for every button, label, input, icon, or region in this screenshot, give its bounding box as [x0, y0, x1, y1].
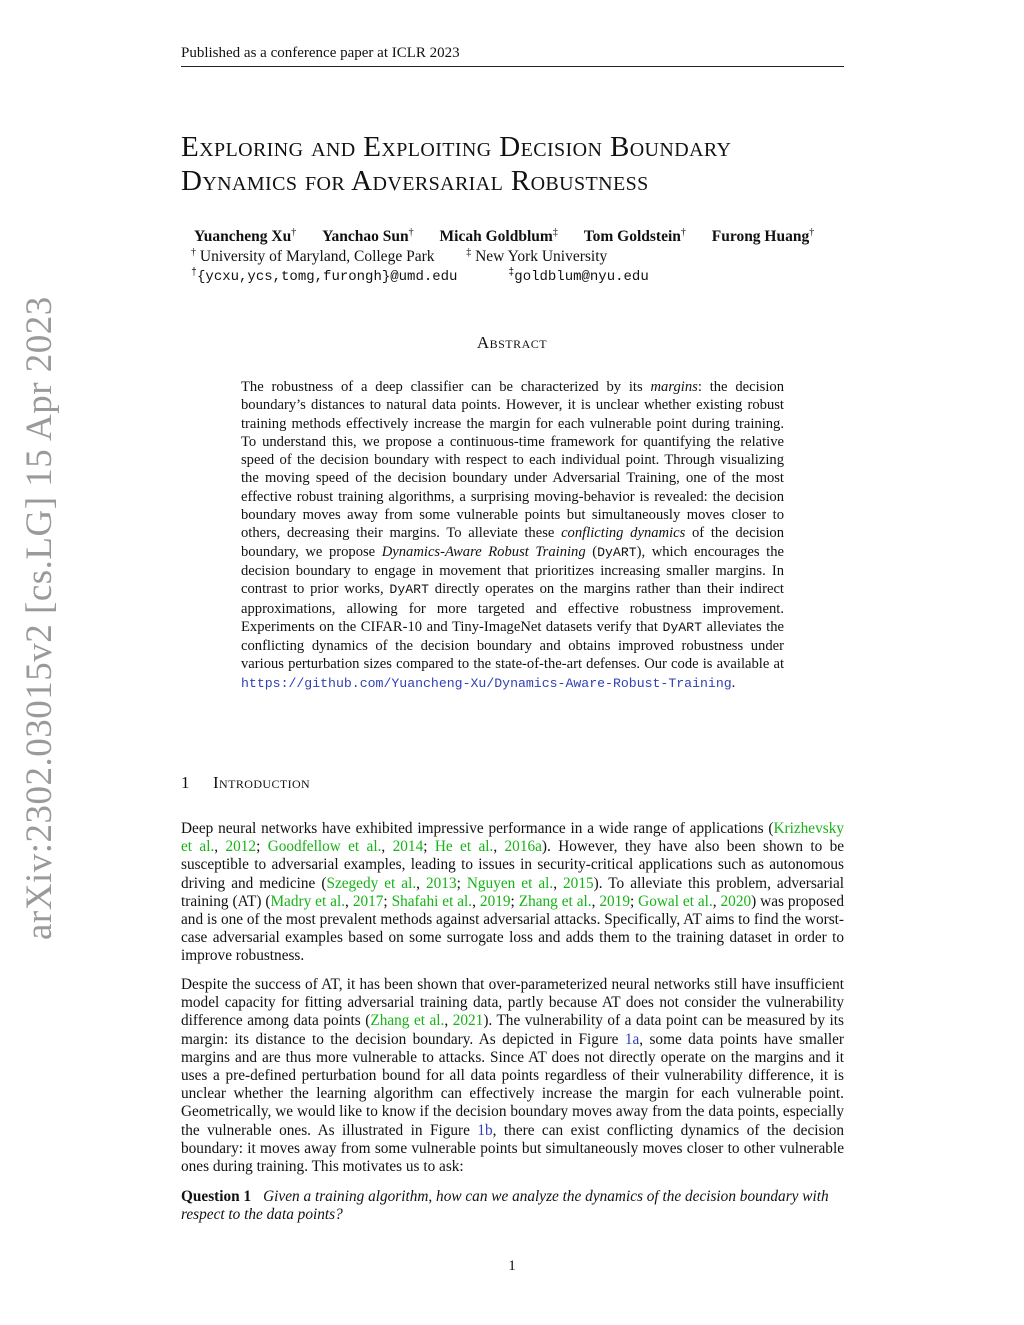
citation-link[interactable]: Zhang et al.: [518, 892, 592, 910]
author-list: [194, 228, 854, 246]
abstract-body: The robustness of a deep classifier can be characterized by its margins: the decision boundary’s distances to natural data points. However, it is unclear whether existing robust training methods effectively increase the margin for each vulnerable point during training. To understand this, we propose a continuous-time framework for quantifying the relative speed of the decision boundary with respect to each individual point. Through visualizing the moving speed of the decision boundary under Adversarial Training, one of the most effective robust training algorithms, a surprising moving-behavior is revealed: the decision boundary moves away from some vulnerable points but simultaneously moves closer to others, decreasing their margins. To alleviate these conflicting dynamics of the decision boundary, we propose Dynamics-Aware Robust Training (DyART), which encourages the decision boundary to engage in movement that prioritizes increasing smaller margins. In contrast to prior works, DyART directly operates on the margins rather than their indirect approximations, allowing for more targeted and effective robustness improvement. Experiments on the CIFAR-10 and Tiny-ImageNet datasets verify that DyART alleviates the conflicting dynamics of the decision boundary and obtains improved robustness under various perturbation sizes compared to the state-of-the-art defenses. Our code is available at https://github.com/Yuancheng-Xu/Dynamics-Aware-Robust-Training.: [241, 379, 784, 691]
author-1: Yuancheng Xu†: [194, 226, 297, 245]
author-emails: †{ycxu,ycs,tomg,furongh}@umd.edu ‡goldblum@nyu.edu: [191, 267, 649, 285]
citation-year-link[interactable]: 2013: [426, 874, 457, 892]
citation-year-link[interactable]: 2020: [720, 892, 752, 910]
citation-link[interactable]: Nguyen et al.: [466, 874, 554, 892]
citation-link[interactable]: Zhang et al.: [370, 1012, 445, 1030]
citation-link[interactable]: Shafahi et al.: [391, 892, 473, 910]
citation-year-link[interactable]: 2015: [563, 874, 594, 892]
email-1[interactable]: {ycxu,ycs,tomg,furongh}@umd.edu: [197, 269, 458, 285]
header-rule: [181, 66, 844, 67]
figure-1a-ref[interactable]: 1a: [624, 1030, 640, 1048]
intro-paragraph-1: Deep neural networks have exhibited impressive performance in a wide range of applications (Krizhevsky et al., 2012; Goodfellow et al., 2014; He et al., 2016a). However, they have also been shown to be susceptible to adversarial examples, leading to issues in security-critical applications such as autonomous driving and medicine (Szegedy et al., 2013; Nguyen et al., 2015). To alleviate this problem, adversarial training (AT) (Madry et al., 2017; Shafahi et al., 2019; Zhang et al., 2019; Gowal et al., 2020) was proposed and is one of the most prevalent methods against adversarial attacks. Specifically, AT aims to find the worst-case adversarial examples based on some surrogate loss and adds them to the training dataset in order to improve robustness.: [181, 820, 845, 965]
abstract-heading: Abstract: [476, 333, 548, 352]
citation-link[interactable]: Goodfellow et al.: [267, 838, 382, 856]
author-3: Micah Goldblum‡: [439, 226, 558, 245]
question-text: Given a training algorithm, how can we analyze the dynamics of the decision boundary with respect to the data points?: [181, 1188, 829, 1224]
figure-1b-ref[interactable]: 1b: [477, 1121, 493, 1139]
citation-year-link[interactable]: 2016a: [504, 838, 542, 856]
author-4: Tom Goldstein†: [583, 226, 686, 245]
citation-year-link[interactable]: 2017: [352, 892, 384, 910]
section-heading-introduction: 1 Introduction: [181, 773, 311, 792]
title-line-1: Exploring and Exploiting Decision Boundary: [181, 131, 732, 163]
citation-year-link[interactable]: 2014: [392, 838, 424, 856]
citation-link[interactable]: He et al.: [434, 838, 494, 856]
author-5: Furong Huang†: [711, 226, 815, 245]
affiliation-1: University of Maryland, College Park: [199, 248, 435, 265]
affiliations: † University of Maryland, College Park ‡ New York University: [191, 246, 608, 265]
author-2: Yanchao Sun†: [322, 226, 414, 245]
citation-link[interactable]: Krizhevsky et al.: [181, 820, 844, 856]
running-head: Published as a conference paper at ICLR 2023: [181, 45, 460, 61]
citation-year-link[interactable]: 2021: [452, 1012, 484, 1030]
affiliation-2: New York University: [475, 248, 608, 265]
page-number: 1: [508, 1258, 516, 1274]
citation-year-link[interactable]: 2019: [599, 892, 630, 910]
citation-year-link[interactable]: 2012: [225, 838, 257, 856]
arxiv-stamp: arXiv:2302.03015v2 [cs.LG] 15 Apr 2023: [19, 296, 60, 940]
paper-title: [181, 130, 861, 198]
intro-paragraph-2: Despite the success of AT, it has been shown that over-parameterized neural networks still have insufficient model capacity for fitting adversarial training data, partly because AT does not consider the vulnerability difference among data points (Zhang et al., 2021). The vulnerability of a data point can be measured by its margin: its distance to the decision boundary. As depicted in Figure 1a, some data points have smaller margins and are thus more vulnerable to attacks. Since AT does not directly operate on the margins and it uses a pre-defined perturbation bound for all data points regardless of their vulnerability difference, it is unclear whether the learning algorithm can effectively increase the margin for each vulnerable point. Geometrically, we would like to know if the decision boundary moves away from the data points, especially the vulnerable ones. As illustrated in Figure 1b, there can exist conflicting dynamics of the decision boundary: it moves away from some vulnerable points but simultaneously moves closer to other vulnerable ones during training. This motivates us to ask:: [181, 976, 844, 1176]
code-url-link[interactable]: https://github.com/Yuancheng-Xu/Dynamics-Aware-Robust-Training: [241, 675, 732, 691]
citation-link[interactable]: Gowal et al.: [638, 892, 713, 910]
citation-year-link[interactable]: 2019: [479, 892, 511, 910]
email-2[interactable]: goldblum@nyu.edu: [514, 269, 649, 285]
question-1: [181, 1188, 844, 1224]
question-label: Question 1: [181, 1188, 252, 1205]
title-line-2: Dynamics for Adversarial Robustness: [181, 165, 649, 197]
citation-link[interactable]: Szegedy et al.: [326, 874, 417, 892]
citation-link[interactable]: Madry et al.: [270, 892, 346, 910]
